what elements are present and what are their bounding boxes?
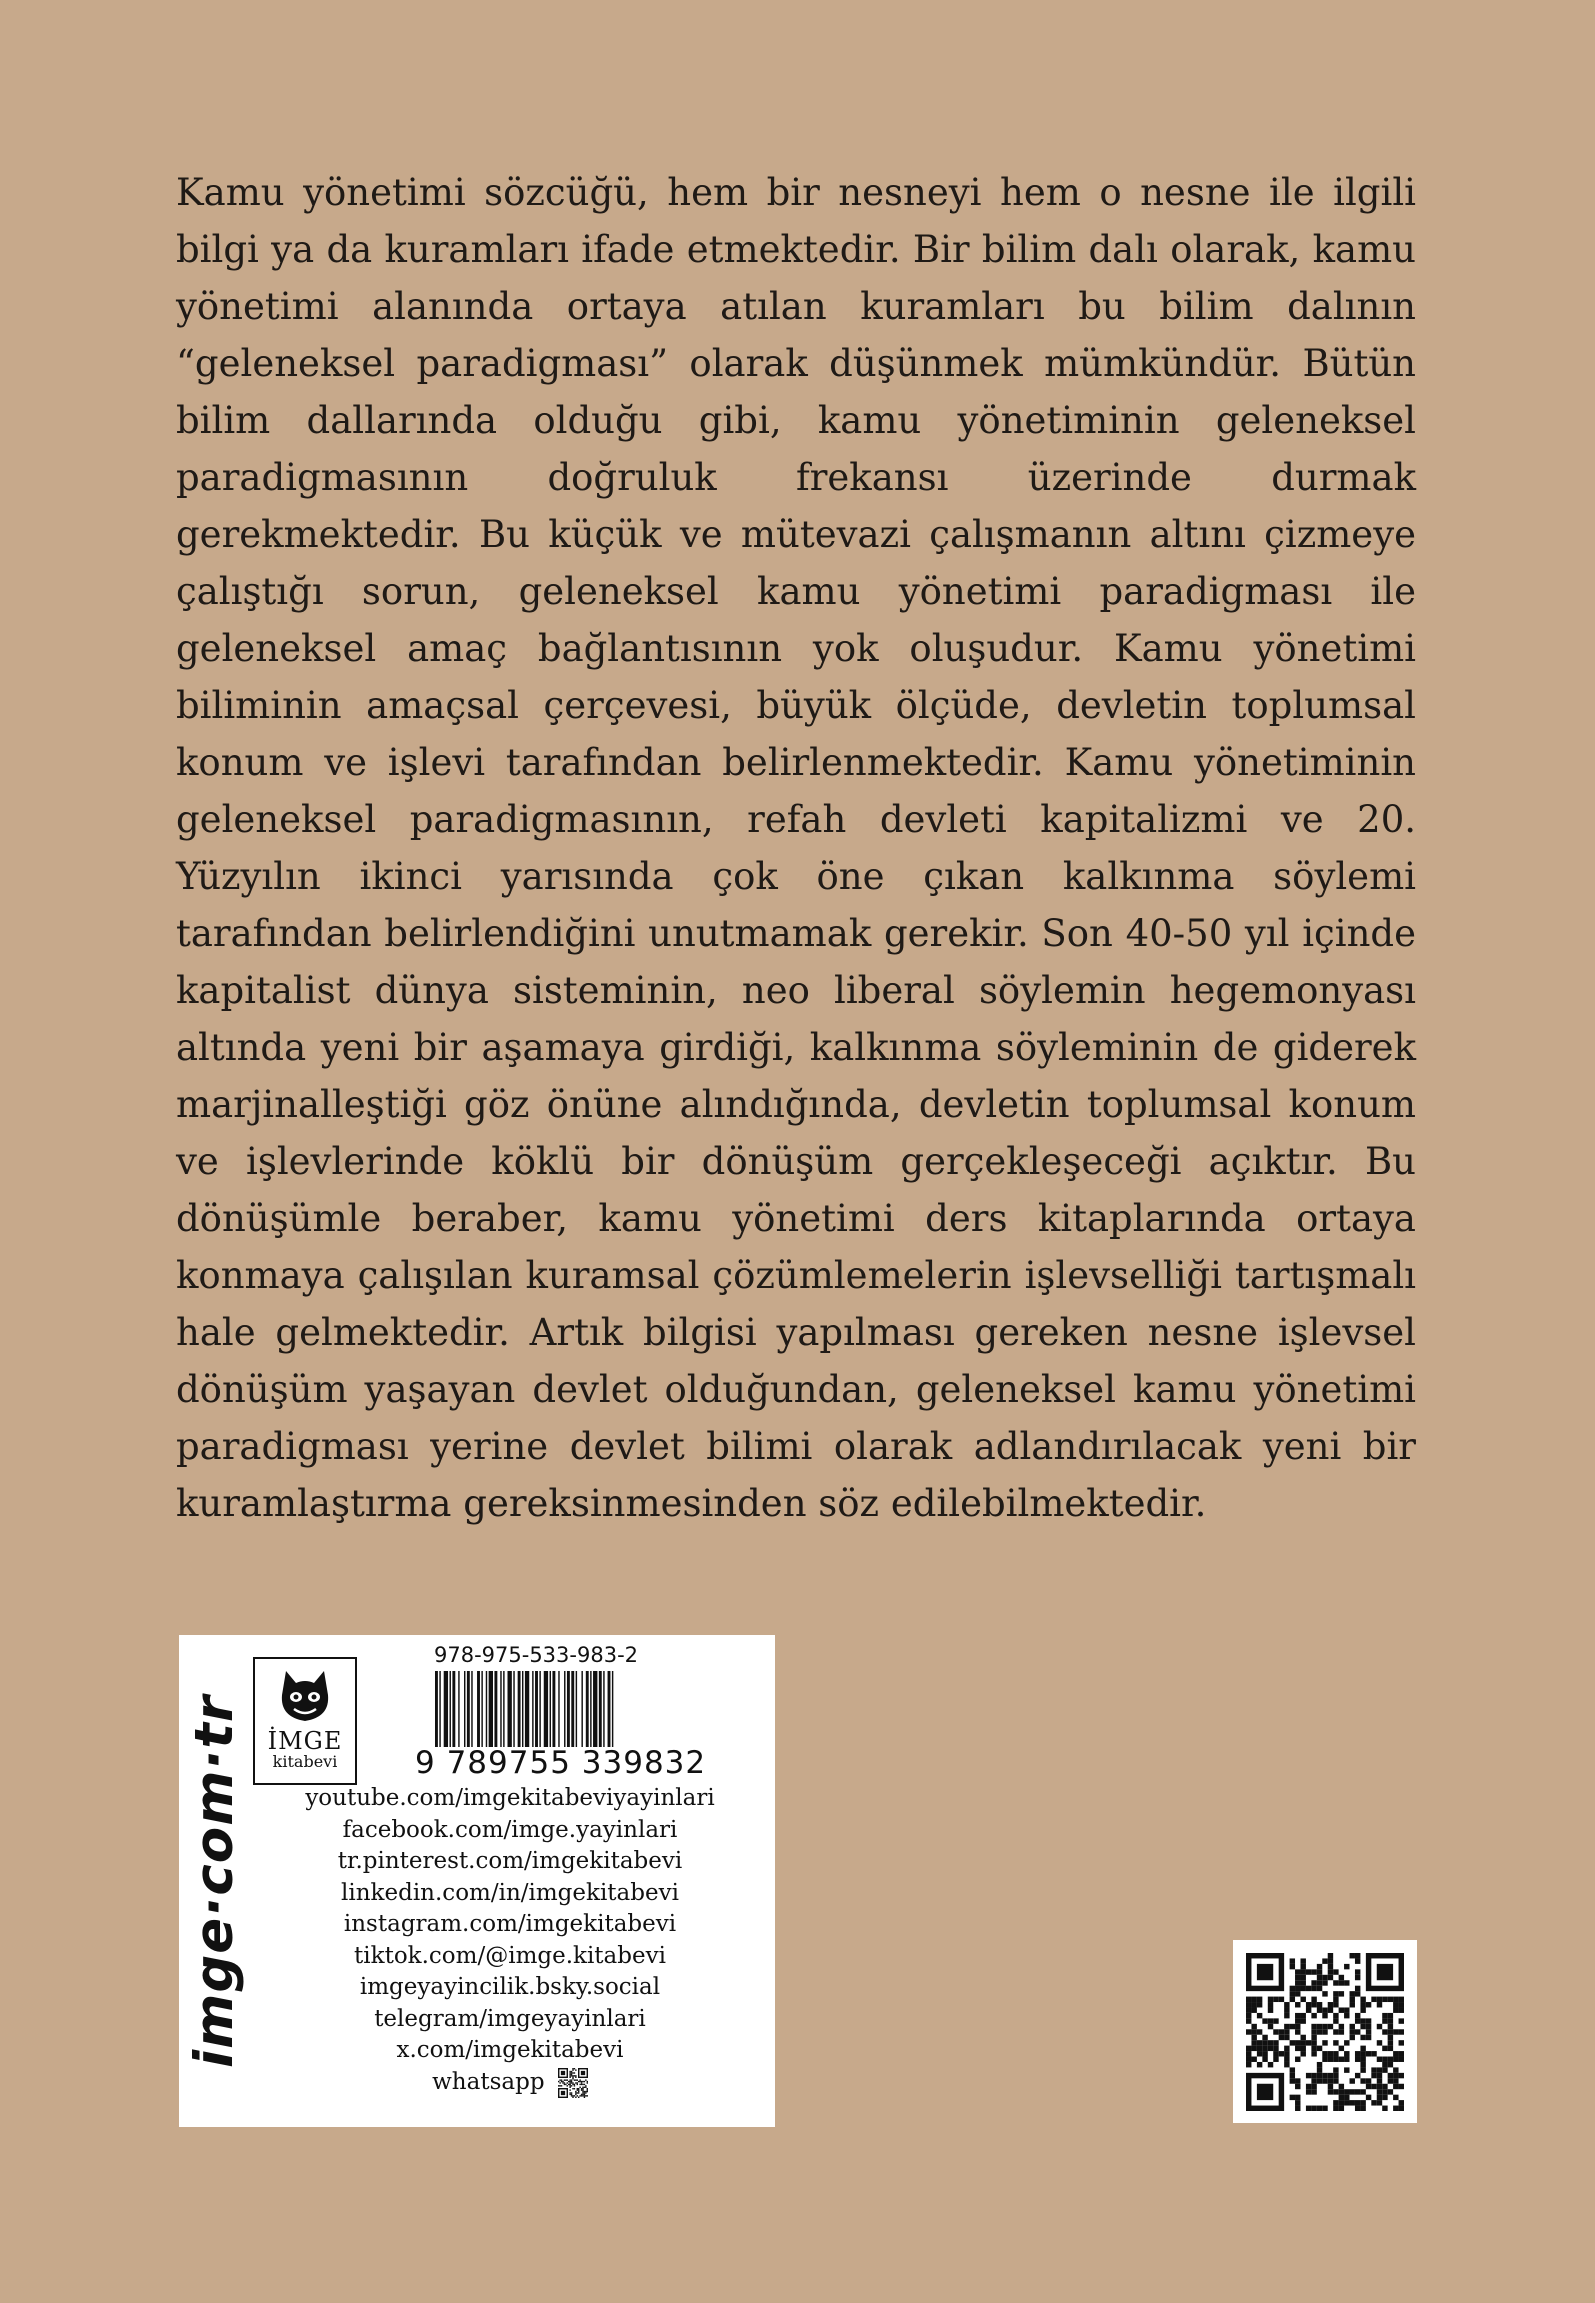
whatsapp-label: whatsapp <box>432 2068 545 2095</box>
social-link[interactable]: imgeyayincilik.bsky.social <box>359 1974 661 2000</box>
back-cover-blurb: Kamu yönetimi sözcüğü, hem bir nesneyi hem o nesne ile ilgili bilgi ya da kuramları ifade etmektedir. Bir bilim dalı olarak, kamu yönetimi alanında ortaya atılan kuramları bu bilim dalının “geleneksel paradigması” olarak düşünmek mümkündür. Bütün bilim dallarında olduğu gibi, kamu yönetiminin geleneksel paradigmasının doğruluk frekansı üzerinde durmak gerekmektedir. Bu küçük ve mütevazi çalışmanın altını çizmeye çalıştığı sorun, geleneksel kamu yönetimi paradigması ile geleneksel amaç bağlantısının yok oluşudur. Kamu yönetimi biliminin amaçsal çerçevesi, büyük ölçüde, devletin toplumsal konum ve işlevi tarafından belirlenmektedir. Kamu yönetiminin geleneksel paradigmasının, refah devleti kapitalizmi ve 20. Yüzyılın ikinci yarısında çok öne çıkan kalkınma söylemi tarafından belirlendiğini unutmamak gerekir. Son 40-50 yıl içinde kapitalist dünya sisteminin, neo liberal söylemin hegemonyası altında yeni bir aşamaya girdiği, kalkınma söyleminin de giderek marjinalleştiği göz önüne alındığında, devletin toplumsal konum ve işlevlerinde köklü bir dönüşüm gerçekleşeceği açıktır. Bu dönüşümle beraber, kamu yönetimi ders kitaplarında ortaya konmaya çalışılan kuramsal çözümlemelerin işlevselliği tartışmalı hale gelmektedir. Artık bilgisi yapılması gereken nesne işlevsel dönüşüm yaşayan devlet olduğundan, geleneksel kamu yönetimi paradigması yerine devlet bilimi olarak adlandırılacak yeni bir kuramlaştırma gereksinmesinden söz edilebilmektedir. <box>176 171 1416 1525</box>
social-link[interactable]: linkedin.com/in/imgekitabevi <box>341 1879 679 1906</box>
publisher-website-text: imge·com·tr <box>184 1694 246 2068</box>
social-link[interactable]: instagram.com/imgekitabevi <box>343 1911 677 1937</box>
publisher-website[interactable] <box>185 1635 245 2127</box>
isbn-barcode <box>433 1671 677 1747</box>
social-link[interactable]: facebook.com/imge.yayinlari <box>342 1816 678 1843</box>
logo-subtitle: kitabevi <box>272 1752 338 1771</box>
whatsapp-link[interactable] <box>249 2067 771 2099</box>
social-links <box>249 1783 771 2098</box>
social-link[interactable]: tr.pinterest.com/imgekitabevi <box>337 1848 683 1874</box>
logo-name: İMGE <box>267 1727 343 1755</box>
whatsapp-qr-icon <box>558 2068 588 2098</box>
cat-icon <box>274 1665 336 1727</box>
publisher-logo <box>253 1657 357 1785</box>
social-link[interactable]: youtube.com/imgekitabeviyayinlari <box>305 1785 715 1811</box>
qr-code-icon <box>1246 1953 1404 2111</box>
isbn-number: 978-975-533-983-2 <box>434 1643 639 1667</box>
qr-code-panel[interactable] <box>1233 1940 1417 2123</box>
social-link[interactable]: x.com/imgekitabevi <box>396 2037 624 2063</box>
publisher-info-panel <box>179 1635 775 2127</box>
social-link[interactable]: telegram/imgeyayinlari <box>374 2005 646 2032</box>
isbn-digits: 9 789755 339832 <box>415 1745 707 1781</box>
social-link[interactable]: tiktok.com/@imge.kitabevi <box>354 1942 666 1969</box>
